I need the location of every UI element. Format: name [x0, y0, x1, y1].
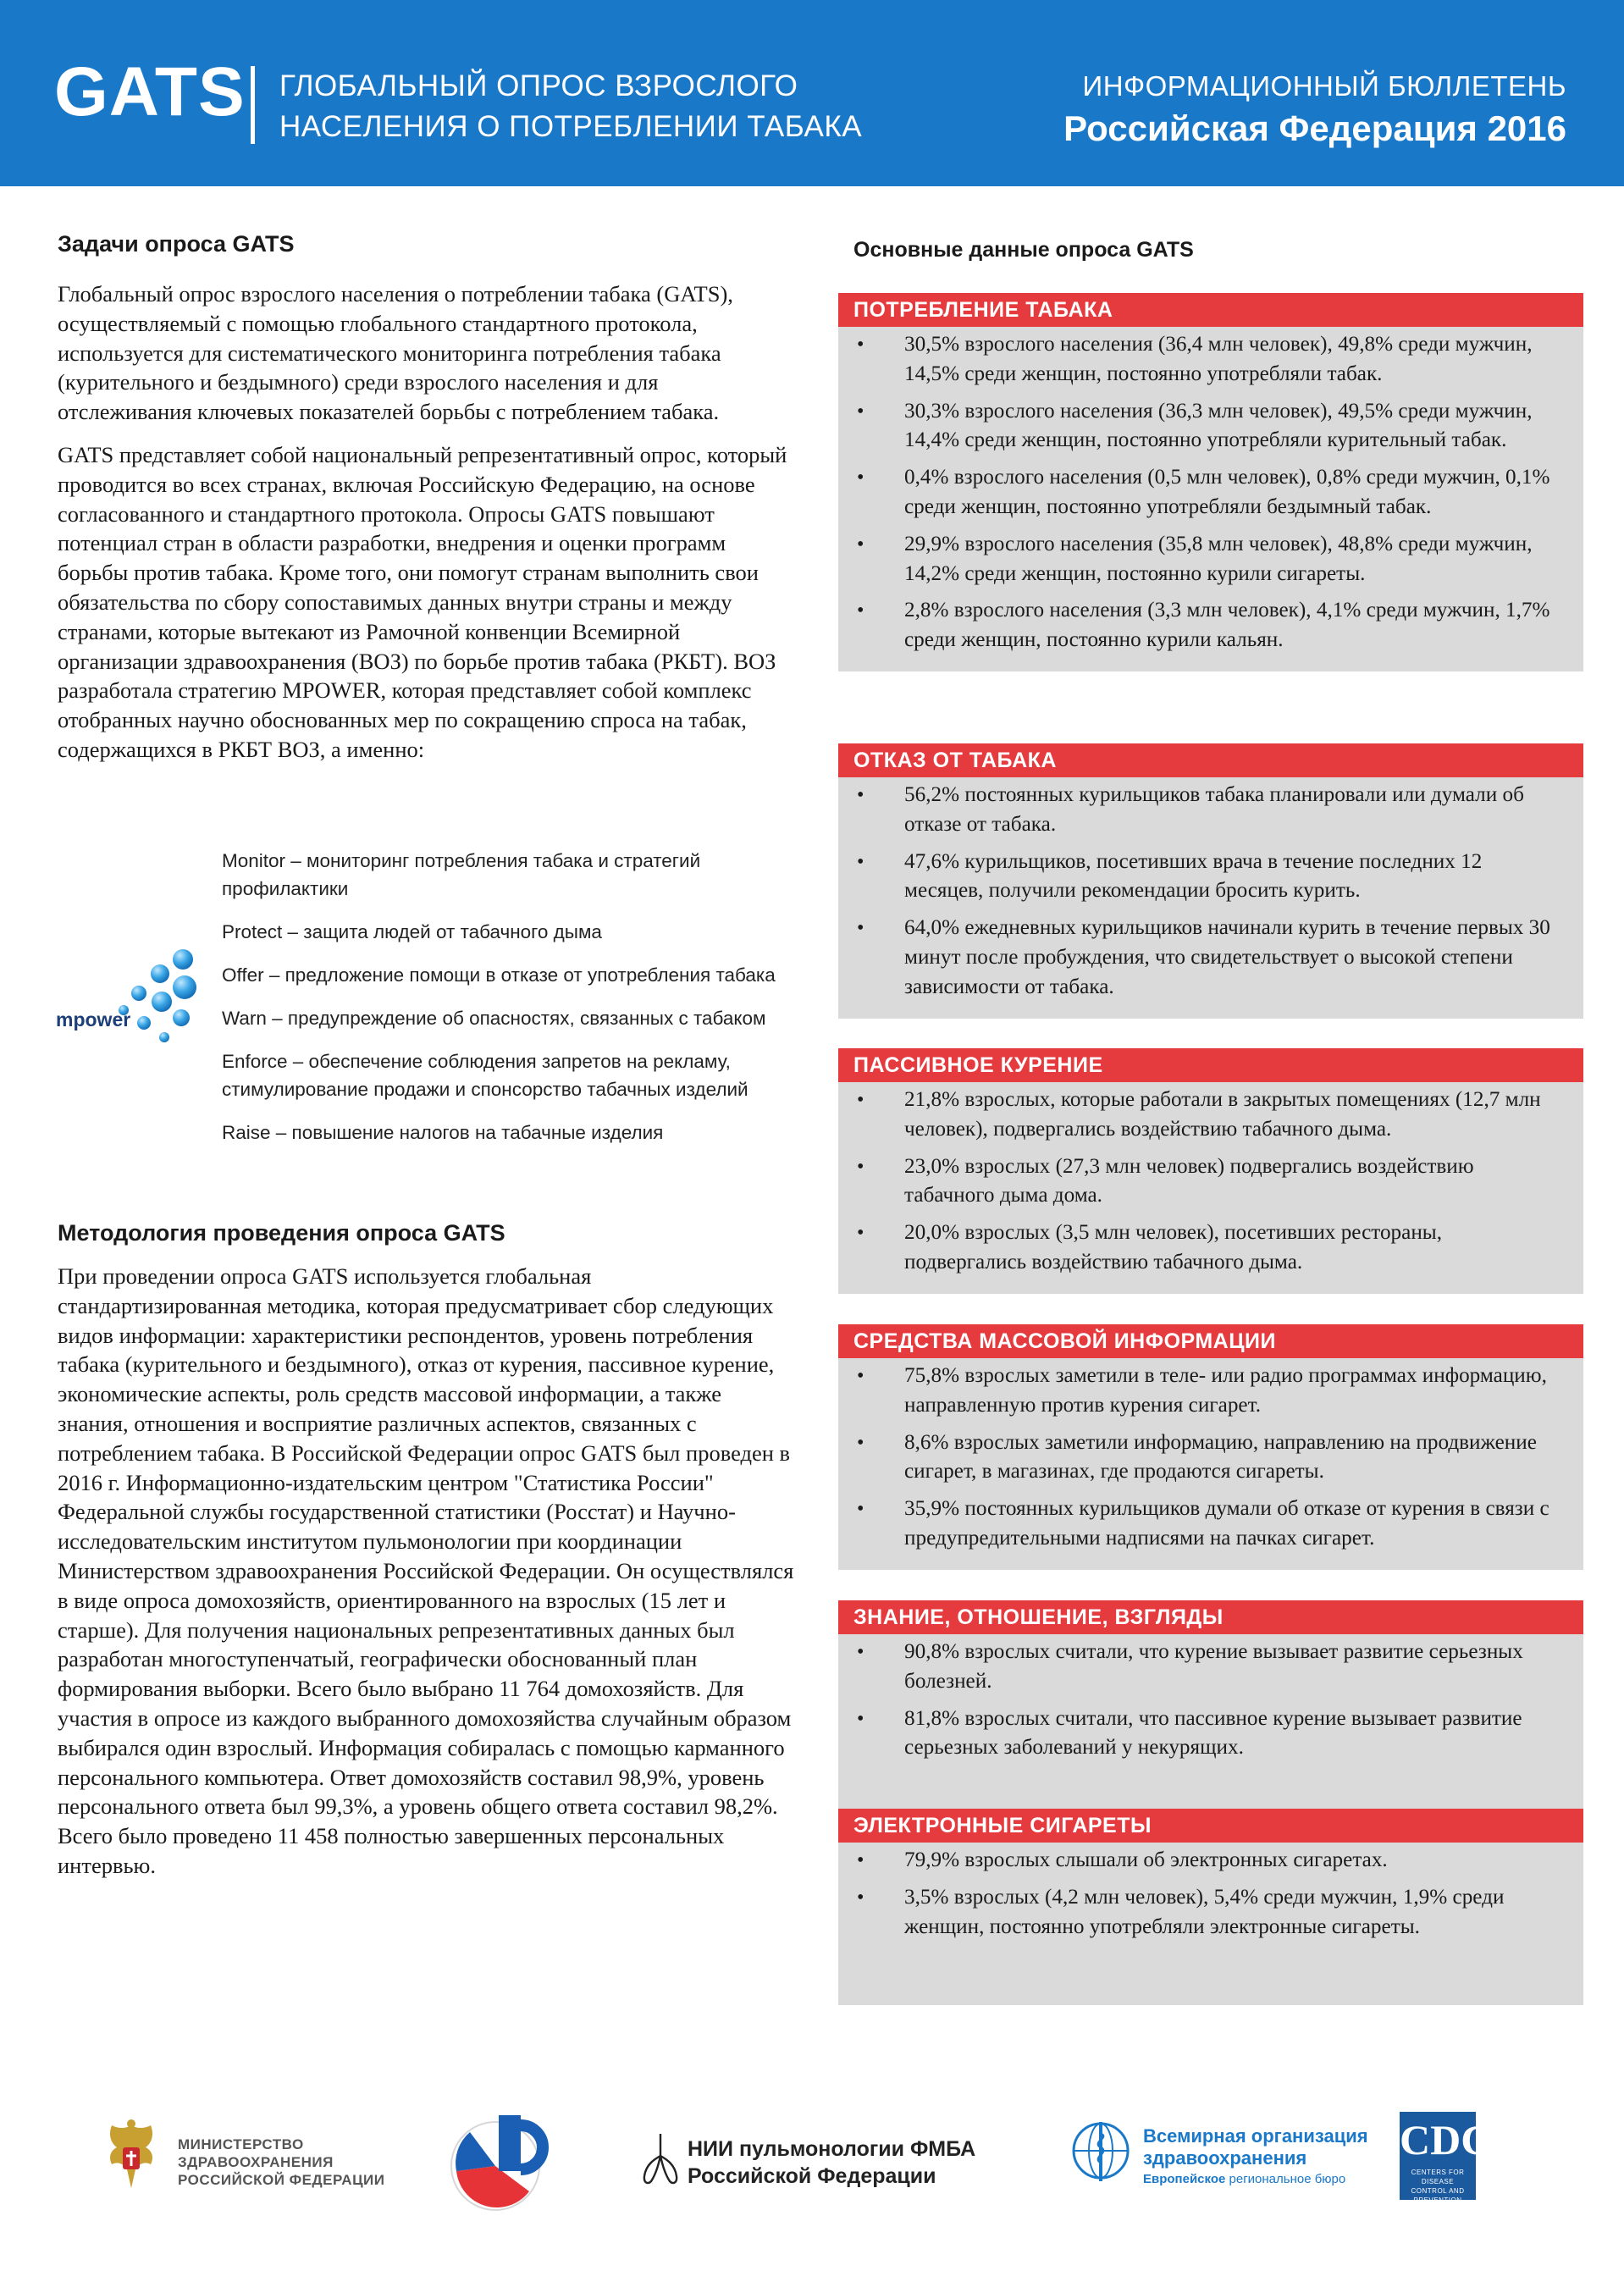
- list-item: • 2,8% взрослого населения (3,3 млн человек), 4,1% среди мужчин, 1,7% среди женщин, постоянно курили кальян.: [853, 596, 1566, 655]
- methodology-title: Методология проведения опроса GATS: [58, 1220, 505, 1246]
- section-secondhand-smoke: [838, 1048, 1583, 1294]
- mpower-list: [222, 847, 815, 1162]
- objectives-paragraph-2: GATS представляет собой национальный репрезентативный опрос, который проводится во всех странах, включая Российскую Федерацию, на основе согласованного и стандартного протокола. Опросы GATS повышают потенциал стран в области разработки, внедрения и оценки программ борьбы против табака. Кроме того, они помогут странам выполнить свои обязательства по сбору сопоставимых данных внутри страны и между странами, которые вытекают из Рамочной конвенции Всемирной организации здравоохранения (ВОЗ) по борьбе против табака (РКБТ). ВОЗ разработала стратегию MPOWER, которая представляет собой комплекс отобранных научно обоснованных мер по сокращению спроса на табак, содержащихся в РКБТ ВОЗ, а именно:: [58, 441, 787, 762]
- cdc-letters: CDC: [1400, 2116, 1492, 2163]
- list-item: • 3,5% взрослых (4,2 млн человек), 5,4% среди мужчин, 1,9% среди женщин, постоянно употребляли электронные сигареты.: [853, 1883, 1566, 1942]
- section-heading: ПАССИВНОЕ КУРЕНИЕ: [838, 1048, 1583, 1082]
- minzdrav-logo: [93, 2117, 169, 2197]
- list-item: • 30,5% взрослого населения (36,4 млн человек), 49,8% среди мужчин, 14,5% среди женщин, постоянно употребляли табак.: [853, 330, 1566, 390]
- cdc-small-line2: CONTROL AND PREVENTION: [1411, 2187, 1465, 2204]
- partner-logos: [0, 2100, 1624, 2218]
- page-header: [0, 0, 1624, 186]
- minzdrav-line3: РОССИЙСКОЙ ФЕДЕРАЦИИ: [178, 2172, 385, 2188]
- list-item: • 81,8% взрослых считали, что пассивное курение вызывает развитие серьезных заболеваний у некурящих.: [853, 1705, 1566, 1764]
- list-item: • 75,8% взрослых заметили в теле- или радио программах информацию, направленную против курения сигарет.: [853, 1362, 1566, 1421]
- who-sub-bold: Европейское: [1143, 2172, 1226, 2186]
- left-column: [58, 229, 794, 765]
- country-year: Российская Федерация 2016: [1063, 108, 1566, 148]
- mpower-item-offer: Offer – предложение помощи в отказе от употребления табака: [222, 964, 776, 986]
- objectives-title: Задачи опроса GATS: [58, 231, 295, 257]
- who-sub-rest: региональное бюро: [1225, 2172, 1346, 2186]
- list-item: • 90,8% взрослых считали, что курение вызывает развитие серьезных болезней.: [853, 1638, 1566, 1697]
- section-heading: ЗНАНИЕ, ОТНОШЕНИЕ, ВЗГЛЯДЫ: [838, 1600, 1583, 1634]
- rosstat-logo: [445, 2100, 563, 2223]
- header-title: [279, 66, 862, 147]
- who-subtitle: [1143, 2169, 1368, 2190]
- header-title-line1: ГЛОБАЛЬНЫЙ ОПРОС ВЗРОСЛОГО: [279, 69, 798, 102]
- header-right: [1063, 68, 1566, 152]
- list-item: • 30,3% взрослого населения (36,3 млн человек), 49,5% среди мужчин, 14,4% среди женщин, постоянно употребляли курительный табак.: [853, 397, 1566, 456]
- cdc-small-line1: CENTERS FOR DISEASE: [1411, 2169, 1465, 2185]
- who-line2: здравоохранения: [1143, 2147, 1307, 2169]
- section-heading: ЭЛЕКТРОННЫЕ СИГАРЕТЫ: [838, 1809, 1583, 1843]
- section-heading: СРЕДСТВА МАССОВОЙ ИНФОРМАЦИИ: [838, 1324, 1583, 1358]
- list-item: • 79,9% взрослых слышали об электронных сигаретах.: [853, 1846, 1566, 1876]
- rosstat-emblem-icon: [445, 2100, 563, 2218]
- mpower-item-warn: Warn – предупреждение об опасностях, связанных с табаком: [222, 1008, 766, 1029]
- section-heading: ОТКАЗ ОТ ТАБАКА: [838, 743, 1583, 777]
- minzdrav-text: [178, 2136, 384, 2189]
- section-tobacco-use: [838, 293, 1583, 671]
- who-text: [1143, 2125, 1368, 2190]
- nii-text: [688, 2136, 975, 2190]
- minzdrav-line1: МИНИСТЕРСТВО: [178, 2136, 304, 2152]
- list-item: • 8,6% взрослых заметили информацию, направлению на продвижение сигарет, в магазинах, где продаются сигареты.: [853, 1428, 1566, 1488]
- list-item: • 35,9% постоянных курильщиков думали об отказе от курения в связи с предупредительными надписями на пачках сигарет.: [853, 1495, 1566, 1554]
- nii-line2: Российской Федерации: [688, 2164, 936, 2188]
- section-e-cigarettes: [838, 1809, 1583, 2005]
- section-cessation: [838, 743, 1583, 1019]
- key-findings-title: Основные данные опроса GATS: [853, 238, 1194, 262]
- gats-logo: GATS: [54, 53, 246, 130]
- section-knowledge: [838, 1600, 1583, 1817]
- nii-line1: НИИ пульмонологии ФМБА: [688, 2137, 976, 2161]
- mpower-item-raise: Raise – повышение налогов на табачные изделия: [222, 1122, 664, 1143]
- list-item: • 0,4% взрослого населения (0,5 млн человек), 0,8% среди мужчин, 0,1% среди женщин, постоянно употребляли бездымный табак.: [853, 463, 1566, 522]
- list-item: • 56,2% постоянных курильщиков табака планировали или думали об отказе от табака.: [853, 781, 1566, 840]
- methodology-paragraph: При проведении опроса GATS используется глобальная стандартизированная методика, которая предусматривает сбор следующих видов информации: характеристики респондентов, уровень потребления табака (курительного и бездымного), отказ от курения, пассивное курение, экономические аспекты, роль средств массовой информации, а также знания, отношения и восприятие различных аспектов, связанных с потреблением табака. В Российской Федерации опрос GATS был проведен в 2016 г. Информационно-издательским центром "Статистика России" Федеральной службы государственной статистики (Росстат) и Научно-исследовательским институтом пульмонологии при координации Министерством здравоохранения Российской Федерации. Он осуществлялся в виде опроса домохозяйств, ориентированного на взрослых (15 лет и старше). Для получения национальных репрезентативных данных был разработан многоступенчатый, географически обоснованный план формирования выборки. Всего было выбрано 11 764 домохозяйств. Для участия в опросе из каждого выбранного домохозяйства случайным образом выбирался один взрослый. Информация собиралась с помощью карманного персонального компьютера. Ответ домохозяйств составил 98,9%, уровень персонального ответа был 99,3%, а уровень общего ответа составил 98,2%. Всего было проведено 11 458 полностью завершенных персональных интервью.: [58, 1263, 794, 1878]
- bulletin-label: ИНФОРМАЦИОННЫЙ БЮЛЛЕТЕНЬ: [1082, 70, 1566, 102]
- section-heading: ПОТРЕБЛЕНИЕ ТАБАКА: [838, 293, 1583, 327]
- nii-logo: [639, 2130, 682, 2194]
- eagle-emblem-icon: [93, 2117, 169, 2193]
- minzdrav-line2: ЗДРАВООХРАНЕНИЯ: [178, 2154, 334, 2170]
- who-emblem-icon: [1067, 2117, 1135, 2185]
- list-item: • 64,0% ежедневных курильщиков начинали курить в течение первых 30 минут после пробуждения, что свидетельствует о высокой степени зависимости от табака.: [853, 914, 1566, 1002]
- mpower-bubbles-icon: [56, 948, 208, 1050]
- mpower-logo: [56, 948, 208, 1050]
- header-divider: [251, 66, 255, 144]
- section-media: [838, 1324, 1583, 1570]
- list-item: • 20,0% взрослых (3,5 млн человек), посетивших рестораны, подвергались воздействию табачного дыма.: [853, 1218, 1566, 1278]
- mpower-item-monitor: Monitor – мониторинг потребления табака и стратегий профилактики: [222, 850, 701, 899]
- list-item: • 47,6% курильщиков, посетивших врача в течение последних 12 месяцев, получили рекомендации бросить курить.: [853, 848, 1566, 907]
- list-item: • 21,8% взрослых, которые работали в закрытых помещениях (12,7 млн человек), подвергались воздействию табачного дыма.: [853, 1086, 1566, 1145]
- lungs-icon: [639, 2130, 682, 2190]
- objectives-paragraph-1: Глобальный опрос взрослого населения о потреблении табака (GATS), осуществляемый с помощью глобального стандартного протокола, используется для систематического мониторинга потребления табака (курительного и бездымного) среди взрослого населения и для отслеживания ключевых показателей борьбы с потреблением табака.: [58, 281, 733, 425]
- cdc-logo: [1400, 2112, 1492, 2204]
- list-item: • 29,9% взрослого населения (35,8 млн человек), 48,8% среди мужчин, 14,2% среди женщин, постоянно курили сигареты.: [853, 530, 1566, 589]
- who-logo: [1067, 2117, 1135, 2189]
- mpower-item-enforce: Enforce – обеспечение соблюдения запретов на рекламу, стимулирование продажи и спонсорство табачных изделий: [222, 1051, 748, 1100]
- list-item: • 23,0% взрослых (27,3 млн человек) подвергались воздействию табачного дыма дома.: [853, 1152, 1566, 1212]
- mpower-wordmark: mpower: [56, 1008, 131, 1030]
- who-line1: Всемирная организация: [1143, 2125, 1368, 2147]
- methodology-block: [58, 1218, 794, 1881]
- right-column: [838, 235, 1583, 1938]
- header-title-line2: НАСЕЛЕНИЯ О ПОТРЕБЛЕНИИ ТАБАКА: [279, 110, 863, 143]
- mpower-item-protect: Protect – защита людей от табачного дыма: [222, 921, 602, 942]
